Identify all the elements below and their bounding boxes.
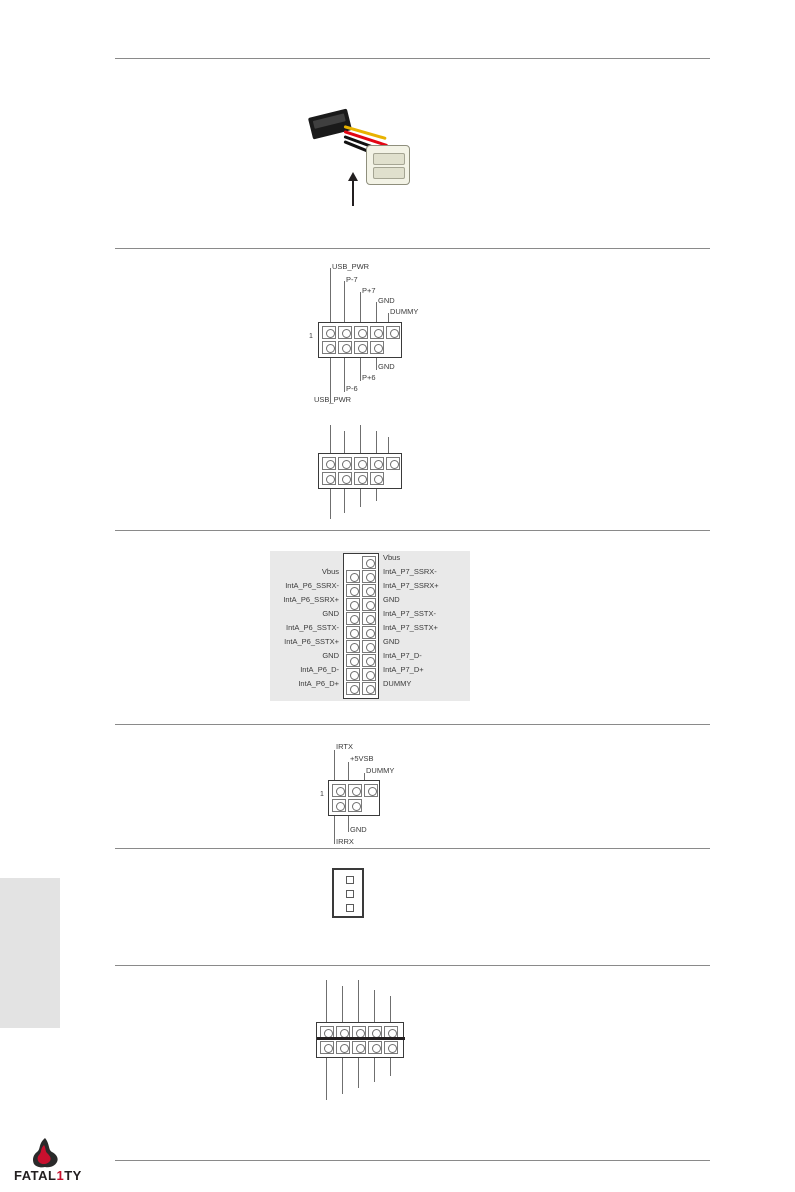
usb3-label-right-1: Vbus: [383, 553, 401, 562]
section-rule-2: [115, 248, 710, 249]
panel-leader-8: [358, 1058, 359, 1088]
usb3-pin-l9: [346, 682, 360, 695]
usb3-label-left-4: GND: [322, 609, 339, 618]
usb3-label-right-5: IntA_P7_SSTX-: [383, 609, 436, 618]
ir-leader-4: [348, 816, 349, 832]
usb3-label-left-7: GND: [322, 651, 339, 660]
speaker-pin-1: [346, 876, 354, 884]
hdr9-leader-4: [376, 431, 377, 455]
usb3-pin-l3: [346, 598, 360, 611]
panel-leader-4: [374, 990, 375, 1024]
fatal1ty-logo: [14, 1138, 104, 1183]
ir-pin-b1: [332, 799, 346, 812]
usb2-label-usb-pwr-bottom: USB_PWR: [314, 395, 352, 404]
ir-pin-t3: [364, 784, 378, 797]
usb2-pin1-marker: 1: [309, 333, 313, 340]
section-rule-7: [115, 1160, 710, 1161]
ir-leader-2: [348, 762, 349, 782]
figure-panel-header: [300, 980, 480, 1100]
usb2-pin-b1: [322, 341, 336, 354]
usb2-label-usb-pwr-top: USB_PWR: [332, 262, 370, 271]
hdr9-leader-8: [360, 489, 361, 507]
hdr9-pin-b1: [322, 472, 336, 485]
usb3-pin-r2: [362, 570, 376, 583]
panel-leader-1: [326, 980, 327, 1024]
usb3-pin-r10: [362, 682, 376, 695]
usb2-label-p7: P-7: [346, 275, 358, 284]
usb3-pin-l5: [346, 626, 360, 639]
ir-label-irrx: IRRX: [336, 837, 354, 846]
usb2-leader-8: [344, 358, 345, 392]
panel-pin-b5: [384, 1041, 398, 1054]
section-rule-5: [115, 848, 710, 849]
callout-arrow-icon: [352, 180, 354, 206]
usb3-label-left-5: IntA_P6_SSTX-: [286, 623, 339, 632]
ir-label-irtx: IRTX: [336, 742, 353, 751]
hdr9-leader-3: [360, 425, 361, 455]
usb2-leader-2: [344, 281, 345, 326]
usb2-label-pplus7: P+7: [362, 286, 376, 295]
usb3-label-right-9: IntA_P7_D+: [383, 665, 424, 674]
hdr9-pin-t1: [322, 457, 336, 470]
molex-connector-icon: [366, 145, 410, 185]
panel-leader-9: [374, 1058, 375, 1082]
ir-label-5vsb: +5VSB: [350, 754, 374, 763]
usb3-label-left-6: IntA_P6_SSTX+: [284, 637, 339, 646]
usb3-pin-l6: [346, 640, 360, 653]
usb3-pin-r1: [362, 556, 376, 569]
usb3-pin-r6: [362, 626, 376, 639]
usb3-label-left-8: IntA_P6_D-: [300, 665, 339, 674]
hdr9-leader-2: [344, 431, 345, 455]
figure-usb3-header: [255, 548, 485, 708]
hdr9-pin-b3: [354, 472, 368, 485]
logo-word-tail: TY: [64, 1168, 82, 1183]
usb2-header-body: [318, 322, 402, 358]
ir-pin-t1: [332, 784, 346, 797]
usb2-label-gnd-top: GND: [378, 296, 395, 305]
usb3-label-right-4: GND: [383, 595, 400, 604]
hdr9-leader-7: [344, 489, 345, 513]
speaker-pin-2: [346, 890, 354, 898]
panel-leader-2: [342, 986, 343, 1024]
usb2-pin-b2: [338, 341, 352, 354]
panel-divider-bar: [317, 1037, 405, 1040]
logo-word-fatal: FATAL: [14, 1168, 57, 1183]
hdr9-pin-t5: [386, 457, 400, 470]
figure-plain-9pin-header: [300, 425, 480, 520]
usb2-leader-1: [330, 268, 331, 326]
usb3-pin-r8: [362, 654, 376, 667]
usb3-pin-l7: [346, 654, 360, 667]
section-rule-6: [115, 965, 710, 966]
section-rule-3: [115, 530, 710, 531]
fatal1ty-flame-icon: [28, 1138, 62, 1168]
figure-sata-power-cable: [300, 105, 430, 205]
ir-pin1-marker: 1: [320, 791, 324, 798]
panel-pin-b2: [336, 1041, 350, 1054]
figure-usb2-header: [300, 262, 480, 407]
usb3-label-right-8: IntA_P7_D-: [383, 651, 422, 660]
usb3-pin-r4: [362, 598, 376, 611]
usb2-label-p6: P-6: [346, 384, 358, 393]
usb3-pin-r3: [362, 584, 376, 597]
panel-leader-7: [342, 1058, 343, 1094]
usb2-pin-t1: [322, 326, 336, 339]
panel-leader-6: [326, 1058, 327, 1100]
ir-leader-5: [334, 816, 335, 844]
hdr9-pin-b4: [370, 472, 384, 485]
hdr9-leader-9: [376, 489, 377, 501]
hdr9-body: [318, 453, 402, 489]
hdr9-pin-b2: [338, 472, 352, 485]
section-rule-1: [115, 58, 710, 59]
usb3-label-right-10: DUMMY: [383, 679, 412, 688]
section-rule-4: [115, 724, 710, 725]
usb2-label-dummy: DUMMY: [390, 307, 419, 316]
ir-pin-b2: [348, 799, 362, 812]
ir-label-gnd: GND: [350, 825, 367, 834]
usb3-label-right-2: IntA_P7_SSRX-: [383, 567, 437, 576]
figure-ir-header: [300, 742, 480, 847]
ir-pin-t2: [348, 784, 362, 797]
usb2-label-gnd-bottom: GND: [378, 362, 395, 371]
ir-label-dummy: DUMMY: [366, 766, 395, 775]
usb2-label-pplus6: P+6: [362, 373, 376, 382]
hdr9-leader-1: [330, 425, 331, 455]
fatal1ty-wordmark: [14, 1168, 82, 1183]
hdr9-pin-t3: [354, 457, 368, 470]
usb2-pin-b3: [354, 341, 368, 354]
usb3-label-left-3: IntA_P6_SSRX+: [283, 595, 339, 604]
usb3-label-right-3: IntA_P7_SSRX+: [383, 581, 439, 590]
speaker-header-body: [332, 868, 364, 918]
usb2-pin-t2: [338, 326, 352, 339]
usb3-pin-r7: [362, 640, 376, 653]
panel-pin-b1: [320, 1041, 334, 1054]
hdr9-pin-t4: [370, 457, 384, 470]
panel-leader-10: [390, 1058, 391, 1076]
page-side-tab: [0, 878, 60, 1028]
usb3-pin-r5: [362, 612, 376, 625]
usb3-header-body: [343, 553, 379, 699]
speaker-pin-3: [346, 904, 354, 912]
hdr9-leader-6: [330, 489, 331, 519]
usb3-pin-l4: [346, 612, 360, 625]
usb2-pin-t5: [386, 326, 400, 339]
figure-speaker-header: [320, 862, 440, 932]
usb2-leader-6: [376, 358, 377, 370]
usb3-pin-l2: [346, 584, 360, 597]
usb2-leader-7: [360, 358, 361, 381]
usb3-label-right-7: GND: [383, 637, 400, 646]
ir-header-body: [328, 780, 380, 816]
usb3-label-right-6: IntA_P7_SSTX+: [383, 623, 438, 632]
logo-word-accent: 1: [56, 1168, 65, 1183]
usb3-label-left-1: Vbus: [321, 567, 339, 576]
usb2-leader-3: [360, 292, 361, 326]
panel-pin-b3: [352, 1041, 366, 1054]
usb2-pin-t3: [354, 326, 368, 339]
panel-leader-3: [358, 980, 359, 1024]
usb3-pin-l8: [346, 668, 360, 681]
panel-pin-b4: [368, 1041, 382, 1054]
usb3-pin-l1: [346, 570, 360, 583]
ir-leader-1: [334, 750, 335, 782]
usb3-pin-r9: [362, 668, 376, 681]
usb2-pin-t4: [370, 326, 384, 339]
panel-header-body: [316, 1022, 404, 1058]
usb3-label-left-9: IntA_P6_D+: [298, 679, 339, 688]
panel-leader-5: [390, 996, 391, 1024]
usb3-label-left-2: IntA_P6_SSRX-: [285, 581, 339, 590]
usb2-pin-b4: [370, 341, 384, 354]
hdr9-pin-t2: [338, 457, 352, 470]
